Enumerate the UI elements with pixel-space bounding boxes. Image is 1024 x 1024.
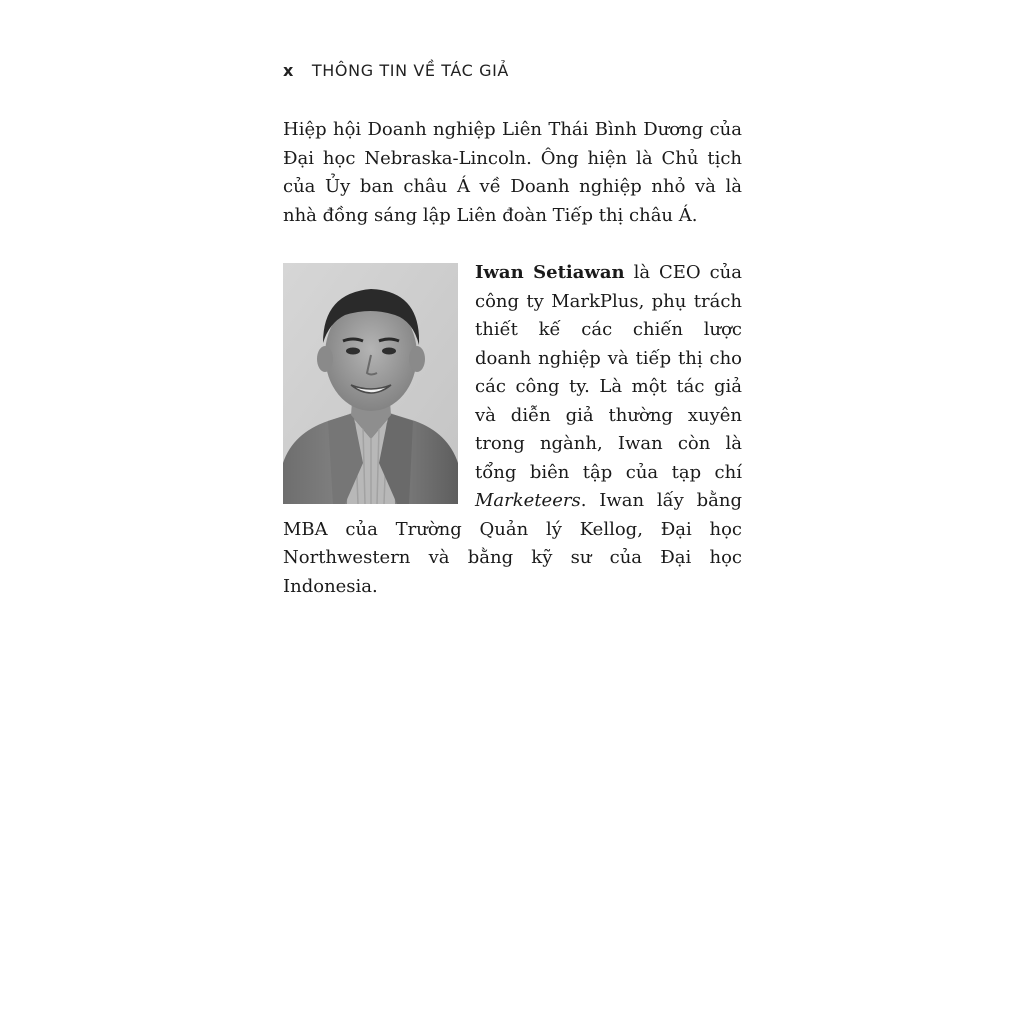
intro-paragraph: Hiệp hội Doanh nghiệp Liên Thái Bình Dương của Đại học Nebraska-Lincoln. Ông hiện là Chủ tịch của Ủy ban châu Á về Doanh nghiệp nhỏ và là nhà đồng sáng lập Liên đoàn Tiếp thị châu Á. (283, 119, 742, 226)
author-name: Iwan Setiawan (475, 262, 625, 283)
bio-text-part2: . Iwan lấy bằng MBA của Trường Quản lý Kellog, Đại học Northwestern và bằng kỹ sư của Đại học Indonesia. (283, 490, 742, 597)
author-portrait (283, 263, 458, 504)
bio-text-part1: là CEO của công ty MarkPlus, phụ trách thiết kế các chiến lược doanh nghiệp và tiếp thị cho các công ty. Là một tác giả và diễn giả thường xuyên trong ngành, Iwan còn là tổng biên tập của tạp chí (475, 262, 742, 483)
section-title: THÔNG TIN VỀ TÁC GIẢ (311, 60, 509, 80)
running-header (283, 58, 509, 82)
page-number: x (283, 60, 294, 80)
magazine-title: Marketeers (475, 490, 581, 511)
author-bio (283, 259, 742, 601)
